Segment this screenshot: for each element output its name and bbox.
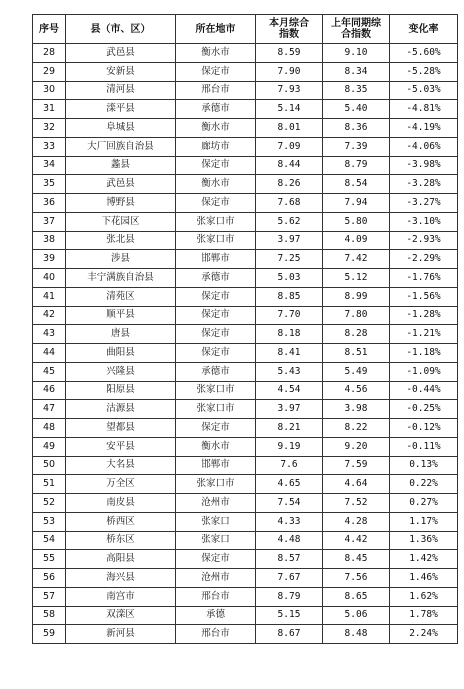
row-city: 张家口市 — [176, 381, 256, 400]
row-current-index: 8.01 — [256, 119, 323, 138]
table-row — [33, 156, 458, 175]
row-change-rate: -5.03% — [390, 81, 458, 100]
row-last-year-index: 7.39 — [323, 137, 390, 156]
row-city: 保定市 — [176, 550, 256, 569]
row-index: 43 — [33, 325, 66, 344]
row-change-rate: -0.44% — [390, 381, 458, 400]
table-row — [33, 531, 458, 550]
table-row — [33, 400, 458, 419]
row-current-index: 8.44 — [256, 156, 323, 175]
row-last-year-index: 4.28 — [323, 512, 390, 531]
row-index: 32 — [33, 119, 66, 138]
row-last-year-index: 4.56 — [323, 381, 390, 400]
row-last-year-index: 8.45 — [323, 550, 390, 569]
row-city: 衡水市 — [176, 44, 256, 63]
row-index: 33 — [33, 137, 66, 156]
row-last-year-index: 7.80 — [323, 306, 390, 325]
row-current-index: 8.79 — [256, 587, 323, 606]
row-current-index: 4.54 — [256, 381, 323, 400]
row-index: 37 — [33, 212, 66, 231]
row-current-index: 8.85 — [256, 287, 323, 306]
row-current-index: 8.26 — [256, 175, 323, 194]
row-index: 38 — [33, 231, 66, 250]
row-change-rate: -3.28% — [390, 175, 458, 194]
table-row — [33, 587, 458, 606]
table-row — [33, 194, 458, 213]
table-row — [33, 175, 458, 194]
row-county: 武邑县 — [66, 44, 176, 63]
row-last-year-index: 8.28 — [323, 325, 390, 344]
row-county: 滦平县 — [66, 100, 176, 119]
row-county: 阳原县 — [66, 381, 176, 400]
row-change-rate: 1.42% — [390, 550, 458, 569]
row-county: 清河县 — [66, 81, 176, 100]
row-current-index: 5.15 — [256, 606, 323, 625]
row-index: 42 — [33, 306, 66, 325]
row-change-rate: 1.17% — [390, 512, 458, 531]
row-index: 35 — [33, 175, 66, 194]
row-current-index: 5.43 — [256, 362, 323, 381]
header-last-year-index — [323, 15, 390, 44]
row-current-index: 8.59 — [256, 44, 323, 63]
row-current-index: 4.33 — [256, 512, 323, 531]
row-change-rate: 0.22% — [390, 475, 458, 494]
row-last-year-index: 4.64 — [323, 475, 390, 494]
row-index: 58 — [33, 606, 66, 625]
row-county: 曲阳县 — [66, 344, 176, 363]
row-county: 武邑县 — [66, 175, 176, 194]
row-last-year-index: 7.59 — [323, 456, 390, 475]
row-change-rate: -2.29% — [390, 250, 458, 269]
row-city: 张家口市 — [176, 475, 256, 494]
row-change-rate: -1.18% — [390, 344, 458, 363]
row-county: 万全区 — [66, 475, 176, 494]
row-change-rate: -3.27% — [390, 194, 458, 213]
row-current-index: 7.68 — [256, 194, 323, 213]
table-row — [33, 306, 458, 325]
row-county: 双滦区 — [66, 606, 176, 625]
row-last-year-index: 5.06 — [323, 606, 390, 625]
table-row — [33, 569, 458, 588]
row-index: 55 — [33, 550, 66, 569]
header-county: 县（市、区） — [66, 15, 176, 44]
row-index: 47 — [33, 400, 66, 419]
header-city: 所在地市 — [176, 15, 256, 44]
row-current-index: 5.14 — [256, 100, 323, 119]
row-city: 保定市 — [176, 62, 256, 81]
table-row — [33, 475, 458, 494]
row-last-year-index: 8.34 — [323, 62, 390, 81]
row-current-index: 5.62 — [256, 212, 323, 231]
row-index: 54 — [33, 531, 66, 550]
row-county: 新河县 — [66, 625, 176, 644]
row-change-rate: -1.76% — [390, 269, 458, 288]
table-row — [33, 81, 458, 100]
row-city: 邢台市 — [176, 625, 256, 644]
row-county: 下花园区 — [66, 212, 176, 231]
row-current-index: 7.70 — [256, 306, 323, 325]
table-row — [33, 550, 458, 569]
row-index: 30 — [33, 81, 66, 100]
row-last-year-index: 8.36 — [323, 119, 390, 138]
row-change-rate: 1.62% — [390, 587, 458, 606]
row-change-rate: -1.21% — [390, 325, 458, 344]
header-index: 序号 — [33, 15, 66, 44]
row-current-index: 4.48 — [256, 531, 323, 550]
table-row — [33, 137, 458, 156]
row-change-rate: 0.13% — [390, 456, 458, 475]
row-current-index: 7.25 — [256, 250, 323, 269]
row-county: 南宫市 — [66, 587, 176, 606]
row-index: 45 — [33, 362, 66, 381]
row-county: 唐县 — [66, 325, 176, 344]
row-change-rate: -2.93% — [390, 231, 458, 250]
table-row — [33, 212, 458, 231]
row-city: 衡水市 — [176, 175, 256, 194]
row-city: 保定市 — [176, 306, 256, 325]
row-city: 承德市 — [176, 100, 256, 119]
row-current-index: 7.93 — [256, 81, 323, 100]
row-city: 张家口市 — [176, 231, 256, 250]
row-current-index: 5.03 — [256, 269, 323, 288]
row-last-year-index: 8.35 — [323, 81, 390, 100]
row-city: 张家口市 — [176, 400, 256, 419]
row-last-year-index: 5.80 — [323, 212, 390, 231]
row-index: 51 — [33, 475, 66, 494]
header-current-index — [256, 15, 323, 44]
row-current-index: 7.09 — [256, 137, 323, 156]
row-index: 34 — [33, 156, 66, 175]
row-current-index: 7.6 — [256, 456, 323, 475]
table-row — [33, 437, 458, 456]
row-last-year-index: 7.94 — [323, 194, 390, 213]
row-index: 46 — [33, 381, 66, 400]
table-row — [33, 250, 458, 269]
row-current-index: 8.18 — [256, 325, 323, 344]
row-change-rate: 1.78% — [390, 606, 458, 625]
row-county: 桥西区 — [66, 512, 176, 531]
row-change-rate: -4.06% — [390, 137, 458, 156]
row-city: 衡水市 — [176, 119, 256, 138]
row-county: 望都县 — [66, 419, 176, 438]
row-index: 53 — [33, 512, 66, 531]
row-change-rate: 0.27% — [390, 494, 458, 513]
row-last-year-index: 7.42 — [323, 250, 390, 269]
row-city: 邯郸市 — [176, 250, 256, 269]
row-index: 31 — [33, 100, 66, 119]
row-city: 承德市 — [176, 269, 256, 288]
table-row — [33, 606, 458, 625]
row-change-rate: -3.98% — [390, 156, 458, 175]
row-current-index: 7.90 — [256, 62, 323, 81]
row-last-year-index: 5.49 — [323, 362, 390, 381]
row-index: 59 — [33, 625, 66, 644]
table-row — [33, 456, 458, 475]
row-current-index: 4.65 — [256, 475, 323, 494]
row-last-year-index: 8.22 — [323, 419, 390, 438]
row-current-index: 7.67 — [256, 569, 323, 588]
row-city: 保定市 — [176, 325, 256, 344]
row-current-index: 8.67 — [256, 625, 323, 644]
row-city: 邢台市 — [176, 81, 256, 100]
row-index: 28 — [33, 44, 66, 63]
table-row — [33, 512, 458, 531]
row-last-year-index: 4.42 — [323, 531, 390, 550]
row-change-rate: -1.56% — [390, 287, 458, 306]
row-county: 安新县 — [66, 62, 176, 81]
row-index: 49 — [33, 437, 66, 456]
row-current-index: 8.21 — [256, 419, 323, 438]
row-index: 52 — [33, 494, 66, 513]
row-last-year-index: 5.40 — [323, 100, 390, 119]
table-row — [33, 381, 458, 400]
row-change-rate: 1.46% — [390, 569, 458, 588]
row-last-year-index: 8.65 — [323, 587, 390, 606]
row-last-year-index: 3.98 — [323, 400, 390, 419]
row-last-year-index: 8.54 — [323, 175, 390, 194]
row-city: 张家口 — [176, 531, 256, 550]
row-last-year-index: 8.51 — [323, 344, 390, 363]
row-change-rate: -4.19% — [390, 119, 458, 138]
row-city: 沧州市 — [176, 494, 256, 513]
row-index: 41 — [33, 287, 66, 306]
row-index: 44 — [33, 344, 66, 363]
row-index: 40 — [33, 269, 66, 288]
row-city: 衡水市 — [176, 437, 256, 456]
row-last-year-index: 7.56 — [323, 569, 390, 588]
table-row — [33, 119, 458, 138]
row-city: 保定市 — [176, 419, 256, 438]
row-county: 南皮县 — [66, 494, 176, 513]
row-index: 36 — [33, 194, 66, 213]
row-index: 56 — [33, 569, 66, 588]
table-row — [33, 62, 458, 81]
row-current-index: 7.54 — [256, 494, 323, 513]
row-change-rate: -4.81% — [390, 100, 458, 119]
row-change-rate: -5.28% — [390, 62, 458, 81]
row-county: 安平县 — [66, 437, 176, 456]
row-city: 邢台市 — [176, 587, 256, 606]
row-index: 48 — [33, 419, 66, 438]
header-change-rate: 变化率 — [390, 15, 458, 44]
table-row — [33, 269, 458, 288]
row-city: 承德市 — [176, 362, 256, 381]
row-last-year-index: 8.79 — [323, 156, 390, 175]
row-current-index: 3.97 — [256, 231, 323, 250]
row-change-rate: -0.12% — [390, 419, 458, 438]
table-row — [33, 287, 458, 306]
table-header — [33, 15, 458, 44]
row-last-year-index: 9.20 — [323, 437, 390, 456]
table-row — [33, 494, 458, 513]
table-body — [33, 44, 458, 644]
row-last-year-index: 8.99 — [323, 287, 390, 306]
row-last-year-index: 9.10 — [323, 44, 390, 63]
row-current-index: 8.57 — [256, 550, 323, 569]
row-current-index: 8.41 — [256, 344, 323, 363]
row-county: 蠡县 — [66, 156, 176, 175]
row-county: 顺平县 — [66, 306, 176, 325]
row-change-rate: 1.36% — [390, 531, 458, 550]
table-row — [33, 625, 458, 644]
row-county: 桥东区 — [66, 531, 176, 550]
row-city: 张家口 — [176, 512, 256, 531]
row-city: 保定市 — [176, 344, 256, 363]
row-last-year-index: 7.52 — [323, 494, 390, 513]
table-row — [33, 344, 458, 363]
row-county: 大厂回族自治县 — [66, 137, 176, 156]
row-city: 承德 — [176, 606, 256, 625]
row-change-rate: -3.10% — [390, 212, 458, 231]
ranking-table — [32, 14, 458, 644]
table-row — [33, 44, 458, 63]
row-city: 保定市 — [176, 156, 256, 175]
header-last-year-index-text: 上年同期综合指数 — [331, 18, 381, 40]
table-row — [33, 231, 458, 250]
row-city: 沧州市 — [176, 569, 256, 588]
row-city: 邯郸市 — [176, 456, 256, 475]
row-index: 57 — [33, 587, 66, 606]
row-city: 张家口市 — [176, 212, 256, 231]
row-county: 博野县 — [66, 194, 176, 213]
row-city: 保定市 — [176, 287, 256, 306]
table-row — [33, 325, 458, 344]
row-county: 大名县 — [66, 456, 176, 475]
row-county: 丰宁满族自治县 — [66, 269, 176, 288]
row-county: 兴隆县 — [66, 362, 176, 381]
row-index: 39 — [33, 250, 66, 269]
row-change-rate: -5.60% — [390, 44, 458, 63]
row-city: 保定市 — [176, 194, 256, 213]
row-last-year-index: 8.48 — [323, 625, 390, 644]
row-county: 涉县 — [66, 250, 176, 269]
row-current-index: 3.97 — [256, 400, 323, 419]
row-last-year-index: 5.12 — [323, 269, 390, 288]
row-county: 高阳县 — [66, 550, 176, 569]
row-change-rate: -0.11% — [390, 437, 458, 456]
table-row — [33, 100, 458, 119]
row-change-rate: -1.28% — [390, 306, 458, 325]
row-index: 29 — [33, 62, 66, 81]
row-county: 海兴县 — [66, 569, 176, 588]
table-row — [33, 419, 458, 438]
row-city: 廊坊市 — [176, 137, 256, 156]
table-row — [33, 362, 458, 381]
row-change-rate: -1.09% — [390, 362, 458, 381]
header-current-index-text: 本月综合指数 — [269, 18, 309, 40]
row-index: 50 — [33, 456, 66, 475]
row-last-year-index: 4.09 — [323, 231, 390, 250]
row-county: 阜城县 — [66, 119, 176, 138]
row-current-index: 9.19 — [256, 437, 323, 456]
header-row — [33, 15, 458, 44]
row-change-rate: -0.25% — [390, 400, 458, 419]
row-county: 沽源县 — [66, 400, 176, 419]
row-county: 清苑区 — [66, 287, 176, 306]
row-change-rate: 2.24% — [390, 625, 458, 644]
row-county: 张北县 — [66, 231, 176, 250]
